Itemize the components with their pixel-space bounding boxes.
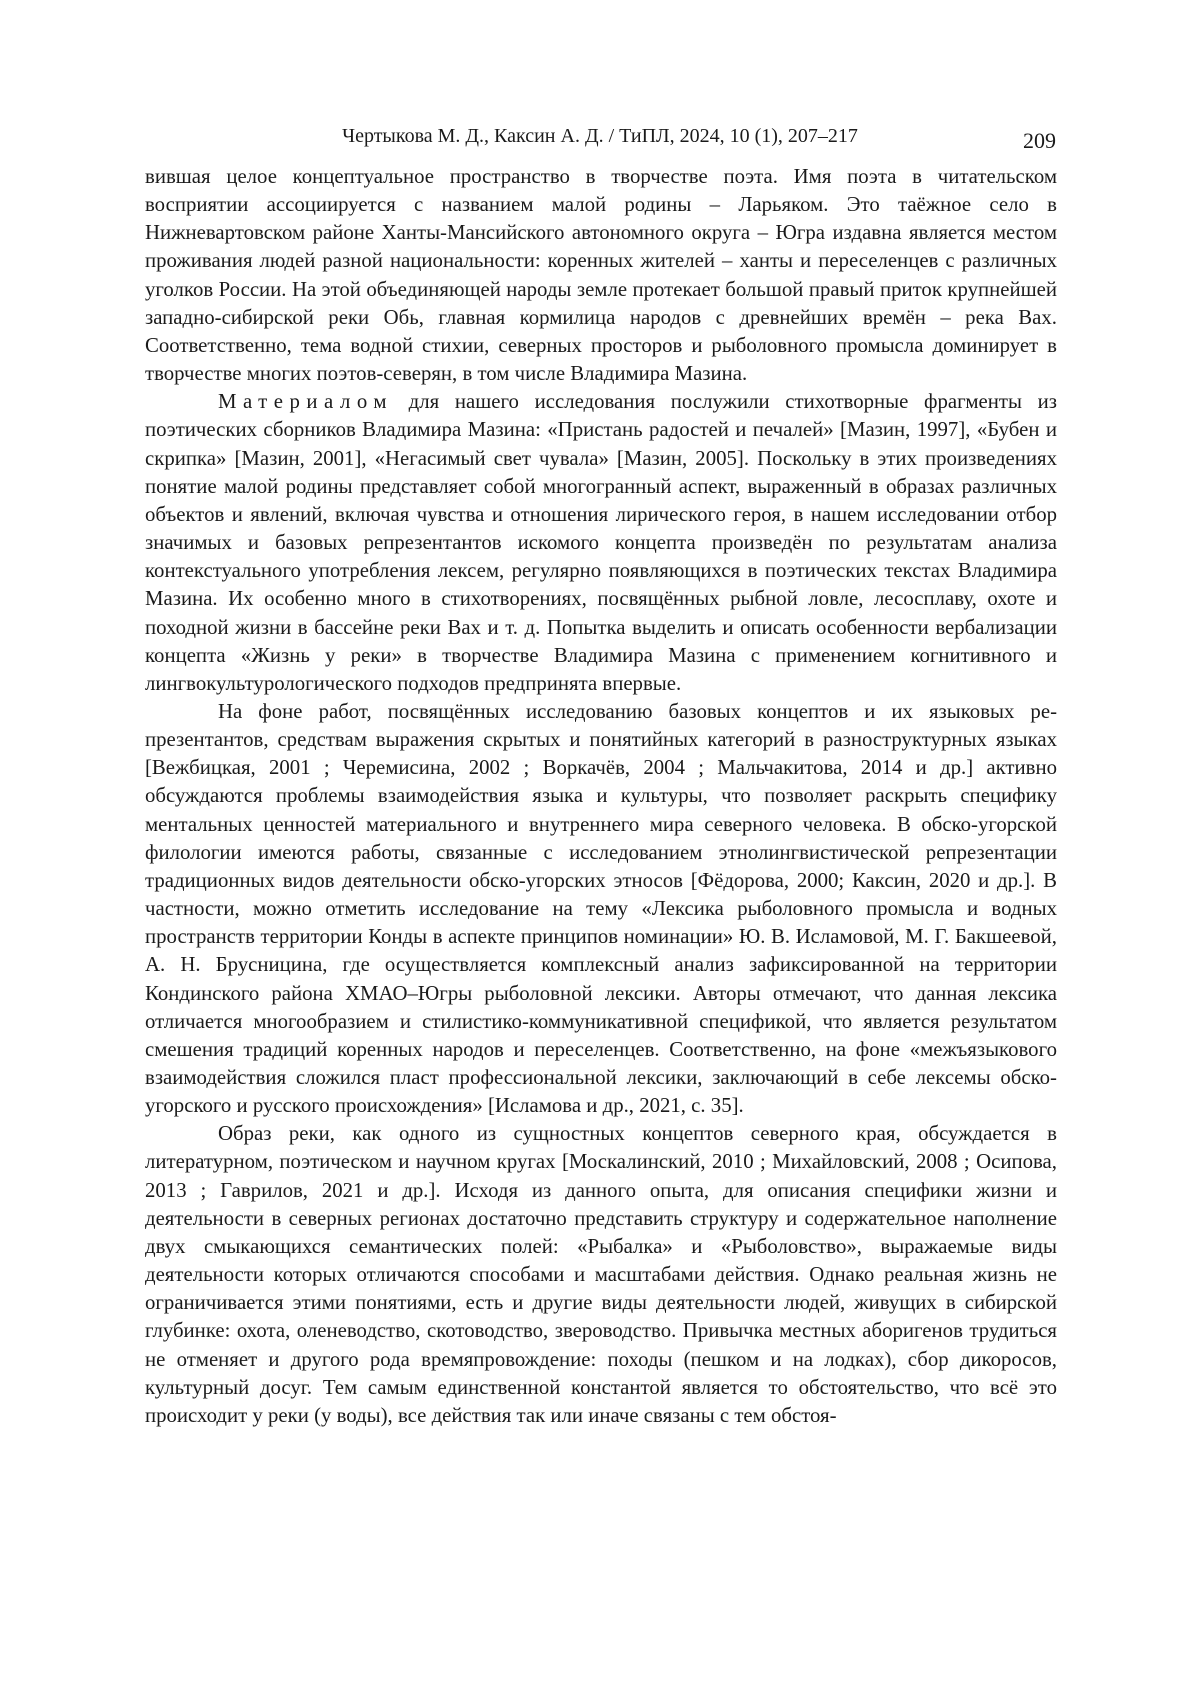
paragraph-4: Образ реки, как одного из сущностных концептов северного края, обсуждается в литературном, поэтическом и научном кругах [Москалинский, 2010 ; Михайловский, 2008 ; Осипова, 2013 ; Гаврилов, 2021 и др.]. Исходя из данного опыта, для описания специфики жизни и деятельности в северных регионах достаточно представить структуру и содержательное наполнение двух смыкающихся семантических полей: «Рыбалка» и «Рыболовство», выражаемые виды деятельности которых отличаются способами и масштабами действия. Однако реальная жизнь не ограничивается этими понятиями, есть и другие виды деятельности людей, живущих в сибирской глубинке: охота, оленеводство, скотоводство, звероводство. Привычка местных аборигенов трудиться не отменяет и другого рода времяпровождение: походы (пешком и на лодках), сбор дикоросов, культурный досуг. Тем самым единственной константой является то обстоятельство, что всё это происходит у реки (у воды), все действия так или иначе связаны с тем обстоя- [145, 1122, 1057, 1427]
emphasized-term: Материалом [218, 390, 393, 414]
page-number: 209 [1023, 128, 1056, 153]
paragraph-2-text: для нашего исследования послужили стихотворные фрагменты из поэтических сборников Владимира Мазина: «Пристань радостей и печалей» [Мазин, 1997], «Бубен и скрипка» [Мазин, 2001], «Негасимый свет чувала» [Мазин, 2005]. Поскольку в этих произведениях понятие малой родины представляет собой многогранный аспект, выраженный в образах различных объектов и явлений, включая чувства и отношения лирического героя, в нашем исследовании отбор значимых и базовых репрезентантов искомого концепта произведён по результатам анализа контекстуального употребления лексем, регулярно появляющихся в поэтических текстах Владимира Мазина. Их особенно много в стихотворениях, посвящённых рыбной ловле, лесосплаву, охоте и походной жизни в бассейне реки Вах и т. д. Попытка выделить и описать особенности вербализации концепта «Жизнь у реки» в творчестве Владимира Мазина с применением когнитивного и лингвокультурологического подходов предпринята впервые. [145, 390, 1057, 695]
article-body [145, 163, 1057, 1430]
paragraph-3: На фоне работ, посвящённых исследованию базовых концептов и их языковых репрезентантов, средствам выражения скрытых и понятийных категорий в разноструктурных языках [Вежбицкая, 2001 ; Черемисина, 2002 ; Воркачёв, 2004 ; Мальчакитова, 2014 и др.] активно обсуждаются проблемы взаимодействия языка и культуры, что позволяет раскрыть специфику ментальных ценностей материального и внутреннего мира северного человека. В обско-угорской филологии имеются работы, связанные с исследованием этнолингвистической репрезентации традиционных видов деятельности обско-угорских этносов [Фёдорова, 2000; Каксин, 2020 и др.]. В частности, можно отметить исследование на тему «Лексика рыболовного промысла и водных пространств территории Конды в аспекте принципов номинации» Ю. В. Исламовой, М. Г. Бакшеевой, А. Н. Брусницина, где осуществляется комплексный анализ зафиксированной на территории Кондинского района ХМАО–Югры рыболовной лексики. Авторы отмечают, что данная лексика отличается многообразием и стилистико-коммуникативной спецификой, что является результатом смешения традиций коренных народов и переселенцев. Соответственно, на фоне «межъязыкового взаимодействия сложился пласт профессиональной лексики, заключающий в себе лексемы обско-угорского и русского происхождения» [Исламова и др., 2021, с. 35]. [145, 699, 1057, 1118]
running-head: Чертыкова М. Д., Каксин А. Д. / ТиПЛ, 2024, 10 (1), 207–217 [342, 125, 858, 147]
paragraph-2 [145, 388, 1057, 698]
paragraph-1: вившая целое концептуальное пространство в творчестве поэта. Имя поэта в читательском восприятии ассоциируется с названием малой родины – Ларьяком. Это таёжное село в Нижневартовском районе Ханты-Мансийского автономного округа – Югра издавна является местом проживания людей разной национальности: коренных жителей – ханты и переселенцев с различных уголков России. На этой объединяющей народы земле протекает большой правый приток крупнейшей западно-сибирской реки Обь, главная кормилица народов с древнейших времён – река Вах. Соответственно, тема водной стихии, северных просторов и рыболовного промысла доминирует в творчестве многих поэтов-северян, в том числе Владимира Мазина. [145, 165, 1057, 386]
